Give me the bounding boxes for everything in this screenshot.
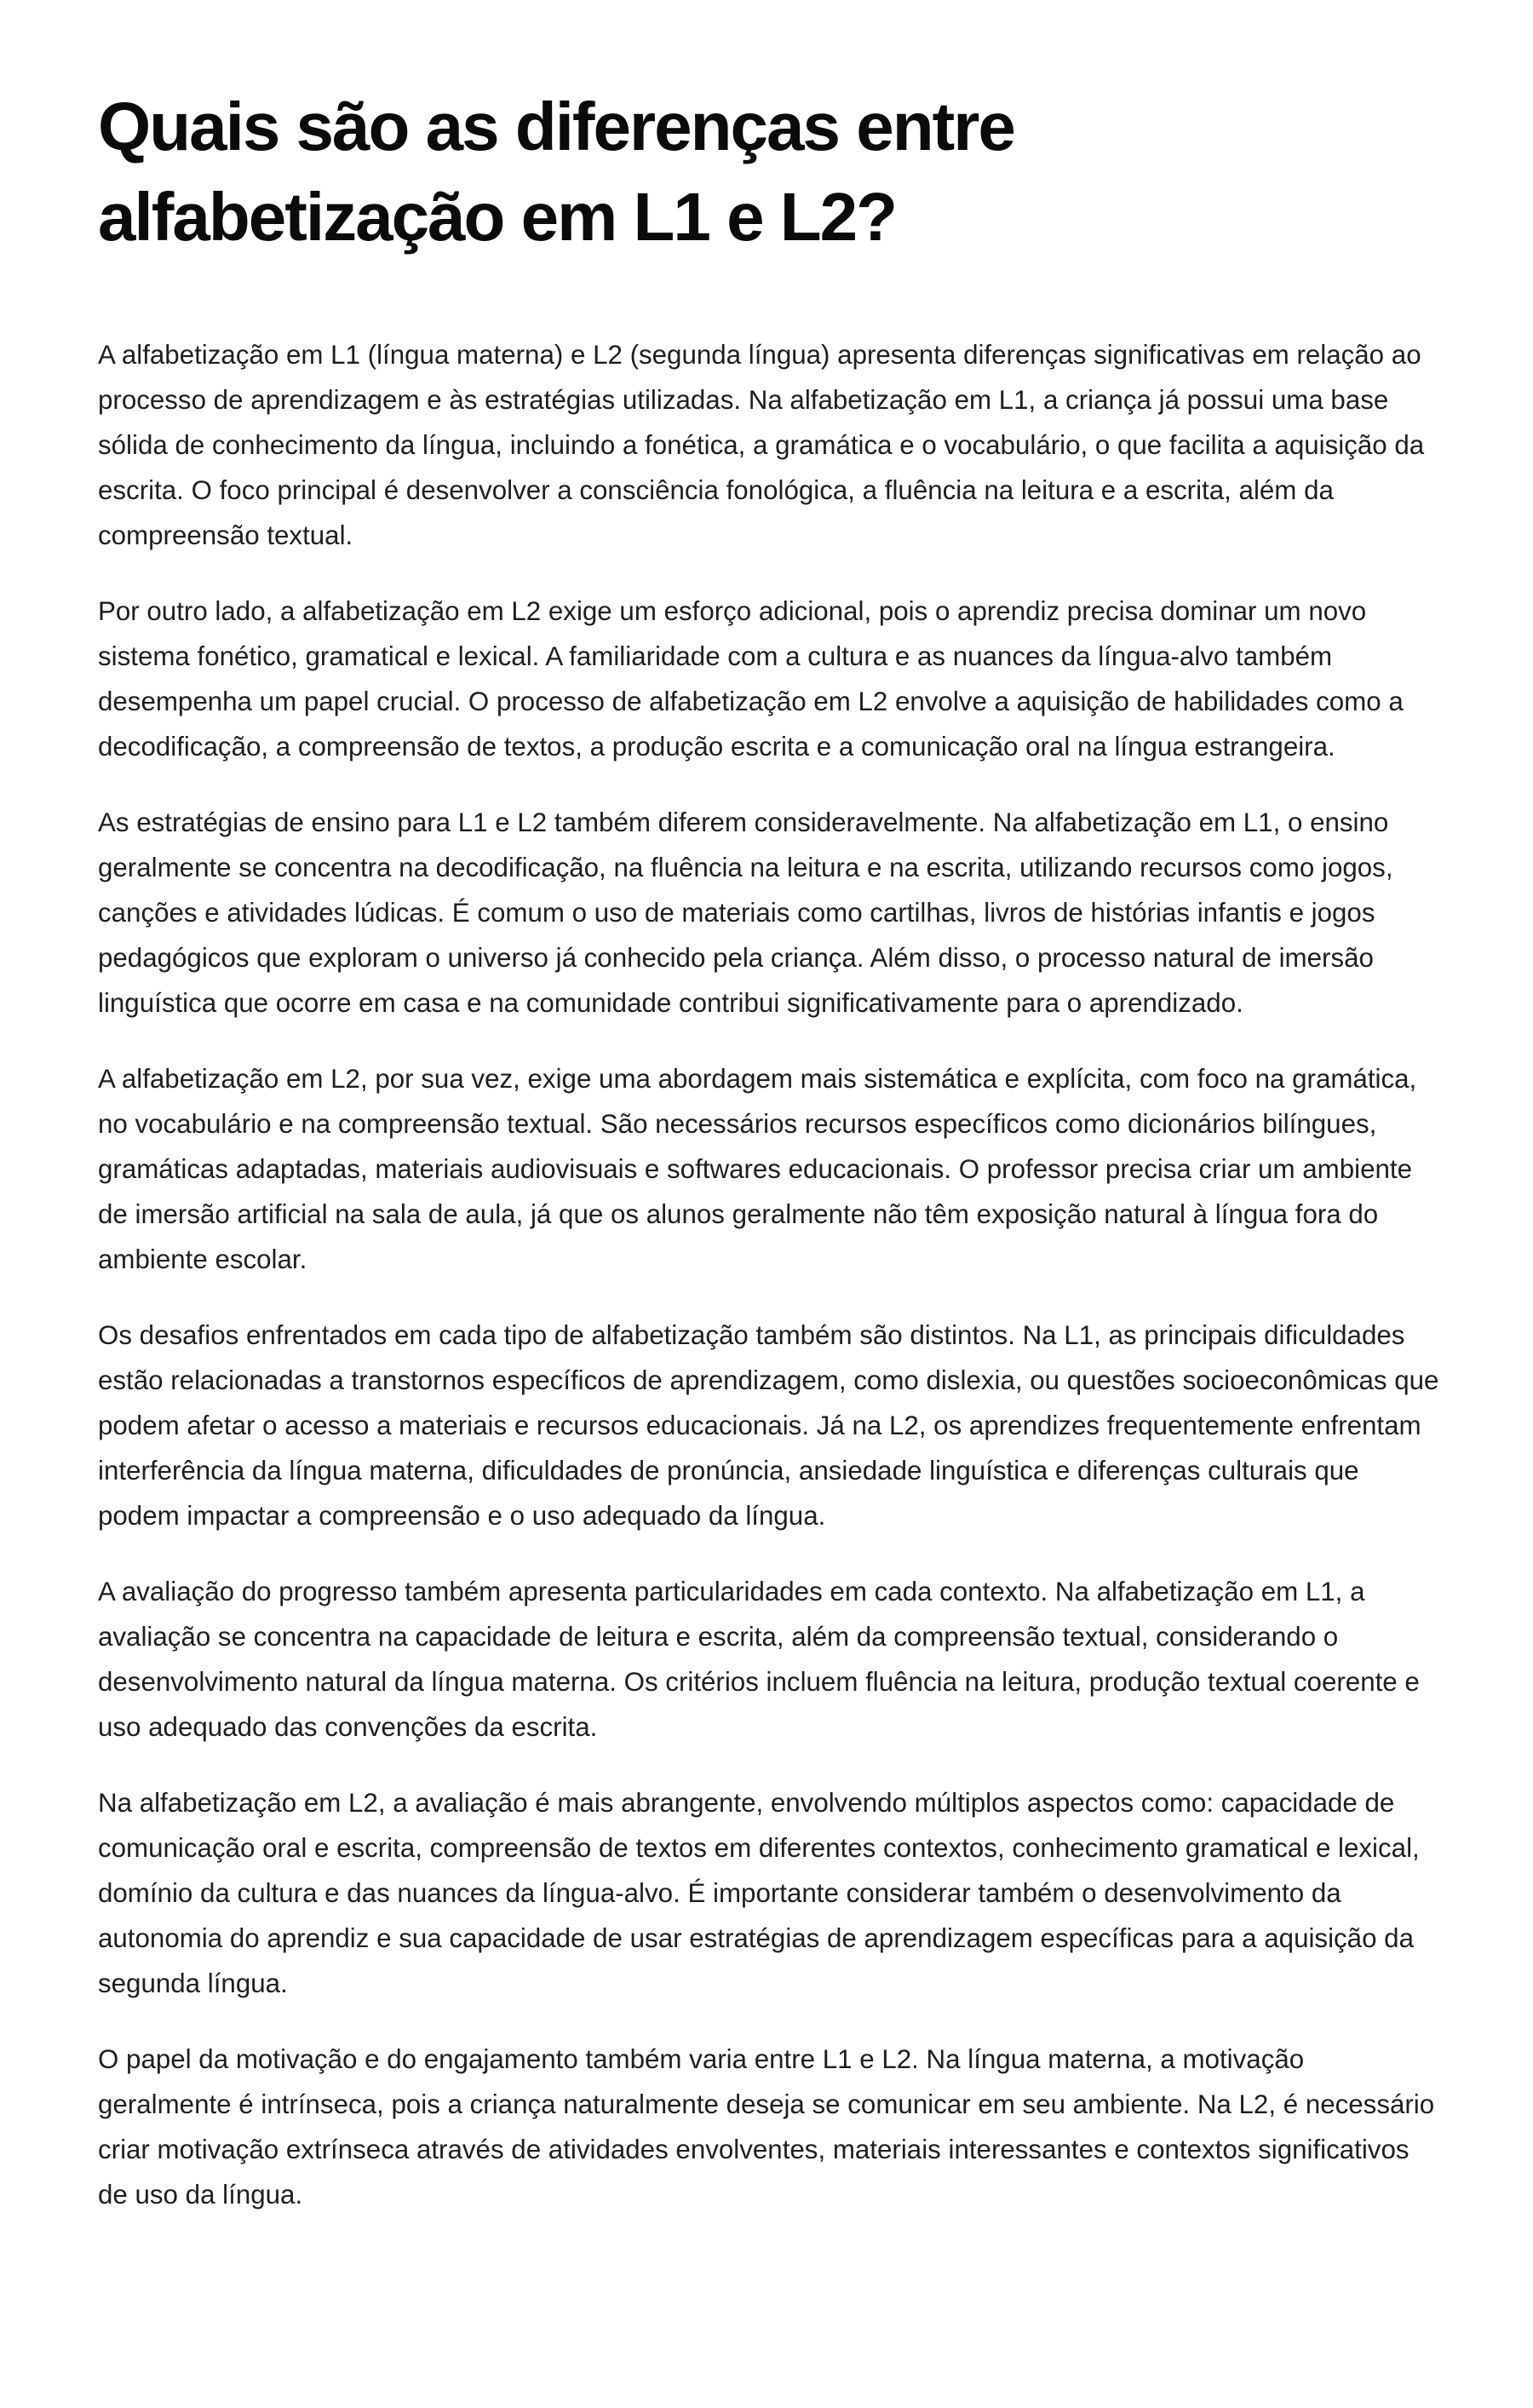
paragraph-8: O papel da motivação e do engajamento também varia entre L1 e L2. Na língua materna, a motivação geralmente é intrínseca, pois a criança naturalmente deseja se comunicar em seu ambiente. Na L2, é necessário criar motivação extrínseca através de atividades envolventes, materiais interessantes e contextos significativos de uso da língua. <box>98 2044 1435 2210</box>
paragraph-1: A alfabetização em L1 (língua materna) e L2 (segunda língua) apresenta diferenças significativas em relação ao processo de aprendizagem e às estratégias utilizadas. Na alfabetização em L1, a criança já possui uma base sólida de conhecimento da língua, incluindo a fonética, a gramática e o vocabulário, o que facilita a aquisição da escrita. O foco principal é desenvolver a consciência fonológica, a fluência na leitura e a escrita, além da compreensão textual. <box>98 340 1425 550</box>
article-title: Quais são as diferenças entre alfabetização em L1 e L2? <box>98 89 1014 255</box>
paragraph-5: Os desafios enfrentados em cada tipo de alfabetização também são distintos. Na L1, as principais dificuldades estão relacionadas a transtornos específicos de aprendizagem, como dislexia, ou questões socioeconômicas que podem afetar o acesso a materiais e recursos educacionais. Já na L2, os aprendizes frequentemente enfrentam interferência da língua materna, dificuldades de pronúncia, ansiedade linguística e diferenças culturais que podem impactar a compreensão e o uso adequado da língua. <box>98 1320 1439 1531</box>
paragraph-2: Por outro lado, a alfabetização em L2 exige um esforço adicional, pois o aprendiz precisa dominar um novo sistema fonético, gramatical e lexical. A familiaridade com a cultura e as nuances da língua-alvo também desempenha um papel crucial. O processo de alfabetização em L2 envolve a aquisição de habilidades como a decodificação, a compreensão de textos, a produção escrita e a comunicação oral na língua estrangeira. <box>98 596 1404 761</box>
article <box>98 82 1444 2248</box>
paragraph-7: Na alfabetização em L2, a avaliação é mais abrangente, envolvendo múltiplos aspectos como: capacidade de comunicação oral e escrita, compreensão de textos em diferentes contextos, conhecimento gramatical e lexical, domínio da cultura e das nuances da língua-alvo. É importante considerar também o desenvolvimento da autonomia do aprendiz e sua capacidade de usar estratégias de aprendizagem específicas para a aquisição da segunda língua. <box>98 1788 1420 1998</box>
paragraph-6: A avaliação do progresso também apresenta particularidades em cada contexto. Na alfabetização em L1, a avaliação se concentra na capacidade de leitura e escrita, além da compreensão textual, considerando o desenvolvimento natural da língua materna. Os critérios incluem fluência na leitura, produção textual coerente e uso adequado das convenções da escrita. <box>98 1577 1420 1742</box>
paragraph-4: A alfabetização em L2, por sua vez, exige uma abordagem mais sistemática e explícita, com foco na gramática, no vocabulário e na compreensão textual. São necessários recursos específicos como dicionários bilíngues, gramáticas adaptadas, materiais audiovisuais e softwares educacionais. O professor precisa criar um ambiente de imersão artificial na sala de aula, já que os alunos geralmente não têm exposição natural à língua fora do ambiente escolar. <box>98 1064 1417 1274</box>
paragraph-3: As estratégias de ensino para L1 e L2 também diferem consideravelmente. Na alfabetização em L1, o ensino geralmente se concentra na decodificação, na fluência na leitura e na escrita, utilizando recursos como jogos, canções e atividades lúdicas. É comum o uso de materiais como cartilhas, livros de histórias infantis e jogos pedagógicos que exploram o universo já conhecido pela criança. Além disso, o processo natural de imersão linguística que ocorre em casa e na comunidade contribui significativamente para o aprendizado. <box>98 807 1393 1018</box>
